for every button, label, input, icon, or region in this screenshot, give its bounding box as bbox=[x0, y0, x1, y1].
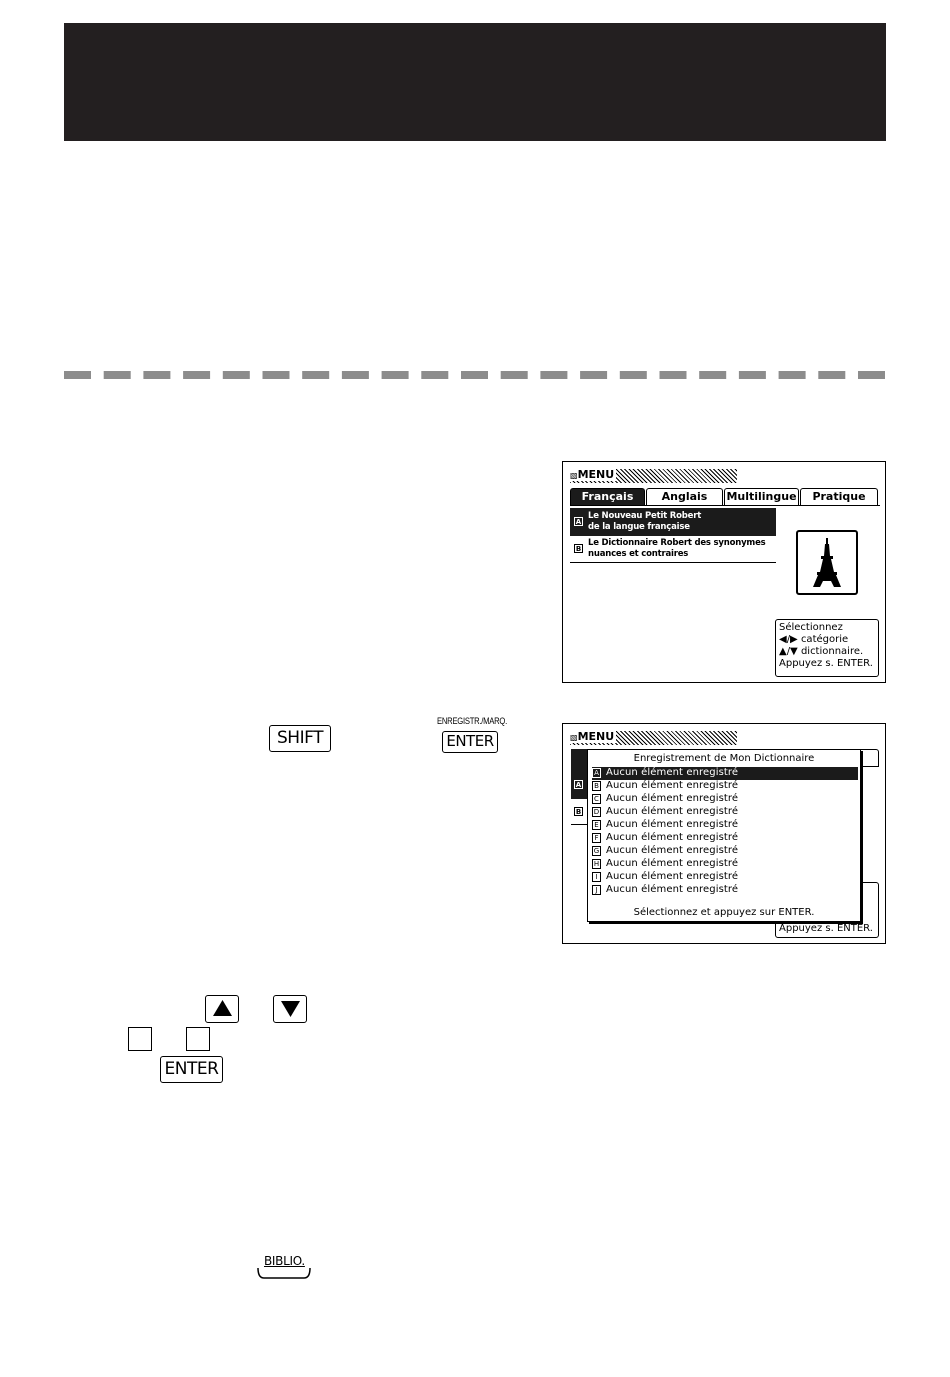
up-triangle-icon bbox=[207, 996, 238, 1021]
dictionary-key: B bbox=[575, 545, 582, 553]
header-banner bbox=[64, 23, 886, 141]
eiffel-tower-icon bbox=[796, 530, 858, 595]
slot-text: Aucun élément enregistré bbox=[606, 767, 739, 778]
help-line-4: Appuyez s. ENTER. bbox=[779, 658, 873, 669]
slot-text: Aucun élément enregistré bbox=[606, 845, 739, 856]
dictionary-name-line1: Le Dictionnaire Robert des synonymes bbox=[588, 538, 766, 548]
menu-screen-2 bbox=[562, 723, 886, 944]
biblio-key[interactable] bbox=[256, 1254, 312, 1280]
side-key: B bbox=[575, 808, 582, 816]
letter-key-blank[interactable] bbox=[128, 1027, 152, 1051]
letter-key-blank[interactable] bbox=[186, 1027, 210, 1051]
help-text: Appuyez s. ENTER. bbox=[779, 923, 873, 934]
list-divider bbox=[570, 562, 776, 563]
background-tab bbox=[859, 749, 879, 767]
up-down-arrows-icon: ▲/▼ bbox=[779, 646, 798, 657]
dictionary-item-synonymes[interactable] bbox=[570, 535, 776, 563]
dictionary-name-line2: nuances et contraires bbox=[588, 549, 689, 559]
slot-text: Aucun élément enregistré bbox=[606, 793, 739, 804]
popup-title: Enregistrement de Mon Dictionnaire bbox=[633, 753, 815, 764]
dictionary-name-line1: Le Nouveau Petit Robert bbox=[588, 511, 702, 521]
slot-row-a[interactable] bbox=[592, 767, 858, 780]
slot-row-j[interactable] bbox=[592, 884, 858, 897]
tab-multilingue[interactable]: Multilingue bbox=[724, 488, 799, 505]
slot-key: I bbox=[592, 872, 601, 882]
shift-key[interactable]: SHIFT bbox=[269, 725, 331, 752]
slot-key: J bbox=[592, 885, 601, 895]
slot-row-g[interactable] bbox=[592, 845, 858, 858]
tab-francais[interactable]: Français bbox=[570, 488, 645, 505]
menu-screen-1 bbox=[562, 461, 886, 683]
slot-row-d[interactable] bbox=[592, 806, 858, 819]
slot-text: Aucun élément enregistré bbox=[606, 871, 739, 882]
slot-key: C bbox=[592, 794, 601, 804]
category-tabs bbox=[570, 488, 880, 506]
slot-key: E bbox=[592, 820, 601, 830]
slot-row-c[interactable] bbox=[592, 793, 858, 806]
slot-text: Aucun élément enregistré bbox=[606, 858, 739, 869]
side-key: A bbox=[575, 781, 582, 789]
slot-text: Aucun élément enregistré bbox=[606, 832, 739, 843]
enter-key[interactable]: ENTER bbox=[160, 1056, 223, 1083]
tab-anglais[interactable]: Anglais bbox=[646, 488, 723, 505]
tab-pratique[interactable]: Pratique bbox=[800, 488, 878, 505]
slot-row-h[interactable] bbox=[592, 858, 858, 871]
menu-title-bar: ▧MENU bbox=[570, 469, 737, 483]
left-right-arrows-icon: ◀/▶ bbox=[779, 634, 798, 645]
slot-text: Aucun élément enregistré bbox=[606, 780, 739, 791]
down-arrow-key[interactable] bbox=[273, 995, 307, 1023]
enter-key[interactable]: ENTER bbox=[442, 731, 498, 753]
slot-text: Aucun élément enregistré bbox=[606, 884, 739, 895]
dashed-separator bbox=[64, 371, 886, 379]
slot-key: A bbox=[592, 768, 601, 778]
list-divider bbox=[571, 824, 587, 825]
popup-footer: Sélectionnez et appuyez sur ENTER. bbox=[633, 907, 815, 918]
menu-title: MENU bbox=[577, 730, 615, 743]
slot-key: B bbox=[592, 781, 601, 791]
slot-key: G bbox=[593, 847, 600, 855]
slot-text: Aucun élément enregistré bbox=[606, 819, 739, 830]
down-triangle-icon bbox=[275, 996, 306, 1021]
help-line-3: dictionnaire. bbox=[800, 646, 864, 657]
help-line-1: Sélectionnez bbox=[779, 622, 843, 633]
biblio-key-label: BIBLIO. bbox=[264, 1254, 305, 1268]
slot-text: Aucun élément enregistré bbox=[606, 806, 739, 817]
help-line-2: catégorie bbox=[800, 634, 849, 645]
enter-key-caption: ENREGISTR./MARQ. bbox=[437, 716, 507, 726]
up-arrow-key[interactable] bbox=[205, 995, 239, 1023]
slot-row-b[interactable] bbox=[592, 780, 858, 793]
my-dictionary-popup bbox=[587, 749, 861, 922]
dictionary-key: A bbox=[575, 518, 582, 526]
slot-key: F bbox=[592, 833, 601, 843]
slot-key: H bbox=[593, 860, 600, 868]
slot-row-i[interactable] bbox=[592, 871, 858, 884]
dictionary-name-line2: de la langue française bbox=[588, 522, 690, 532]
menu-title-bar: ▧MENU bbox=[570, 731, 737, 745]
dictionary-item-petit-robert[interactable] bbox=[570, 508, 776, 536]
background-selection bbox=[571, 770, 587, 798]
biblio-key-shape bbox=[256, 1266, 312, 1280]
slot-row-f[interactable] bbox=[592, 832, 858, 845]
menu-title: MENU bbox=[577, 468, 615, 481]
help-box bbox=[775, 619, 879, 677]
slot-row-e[interactable] bbox=[592, 819, 858, 832]
slot-key: D bbox=[593, 808, 600, 816]
